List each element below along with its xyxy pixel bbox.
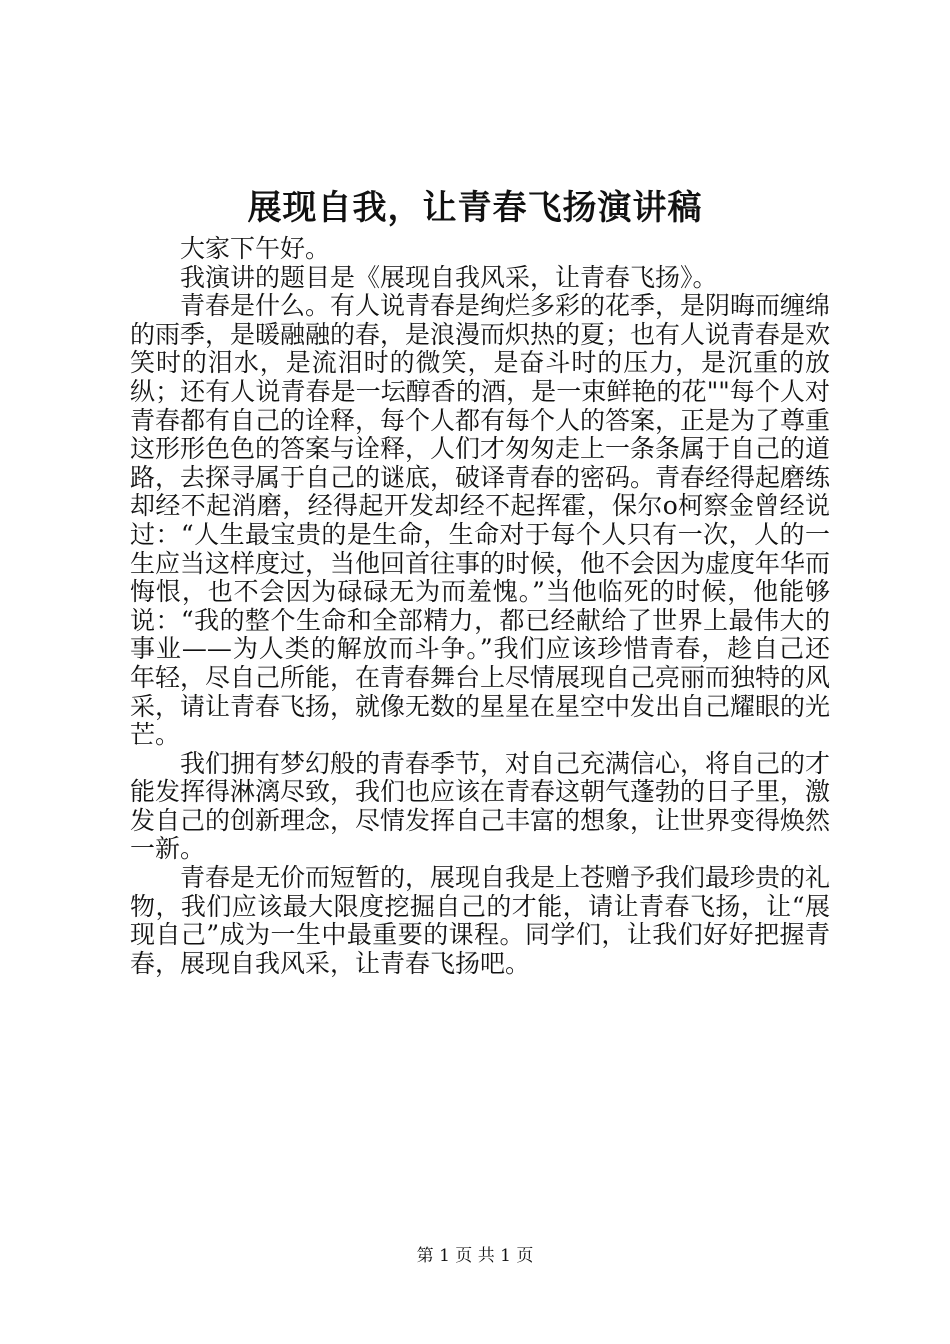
paragraph-what-is-youth: 青春是什么。有人说青春是绚烂多彩的花季，是阴晦而缠绵的雨季，是暖融融的春，是浪漫而炽热的夏；也有人说青春是欢笑时的泪水，是流泪时的微笑，是奋斗时的压力，是沉重的放纵；还有人说青春是一坛醇香的酒，是一束鲜艳的花""每个人对青春都有自己的诠释，每个人都有每个人的答案，正是为了尊重这形形色色的答案与诠释，人们才匆匆走上一条条属于自己的道路，去探寻属于自己的谜底，破译青春的密码。青春经得起磨练却经不起消磨，经得起开发却经不起挥霍，保尔o柯察金曾经说过：“人生最宝贵的是生命，生命对于每个人只有一次，人的一生应当这样度过，当他回首往事的时候，他不会因为虚度年华而悔恨，也不会因为碌碌无为而羞愧。”当他临死的时候，他能够说：“我的整个生命和全部精力，都已经献给了世界上最伟大的事业——为人类的解放而斗争。”我们应该珍惜青春，趁自己还年轻，尽自己所能，在青春舞台上尽情展现自己亮丽而独特的风采，请让青春飞扬，就像无数的星星在星空中发出自己耀眼的光芒。 <box>130 291 831 750</box>
document-body <box>130 235 830 978</box>
paragraph-conclusion: 青春是无价而短暂的，展现自我是上苍赠予我们最珍贵的礼物，我们应该最大限度挖掘自己的才能，请让青春飞扬，让“展现自己”成为一生中最重要的课程。同学们，让我们好好把握青春，展现自我风采，让青春飞扬吧。 <box>130 863 831 978</box>
paragraph-confidence: 我们拥有梦幻般的青春季节，对自己充满信心，将自己的才能发挥得淋漓尽致，我们也应该在青春这朝气蓬勃的日子里，激发自己的创新理念，尽情发挥自己丰富的想象，让世界变得焕然一新。 <box>130 748 831 864</box>
paragraph-topic: 我演讲的题目是《展现自我风采，让青春飞扬》。 <box>180 262 718 292</box>
paragraph-greeting: 大家下午好。 <box>180 234 331 263</box>
page-footer: 第 1 页 共 1 页 <box>416 1246 534 1266</box>
document-title: 展现自我，让青春飞扬演讲稿 <box>247 188 703 228</box>
